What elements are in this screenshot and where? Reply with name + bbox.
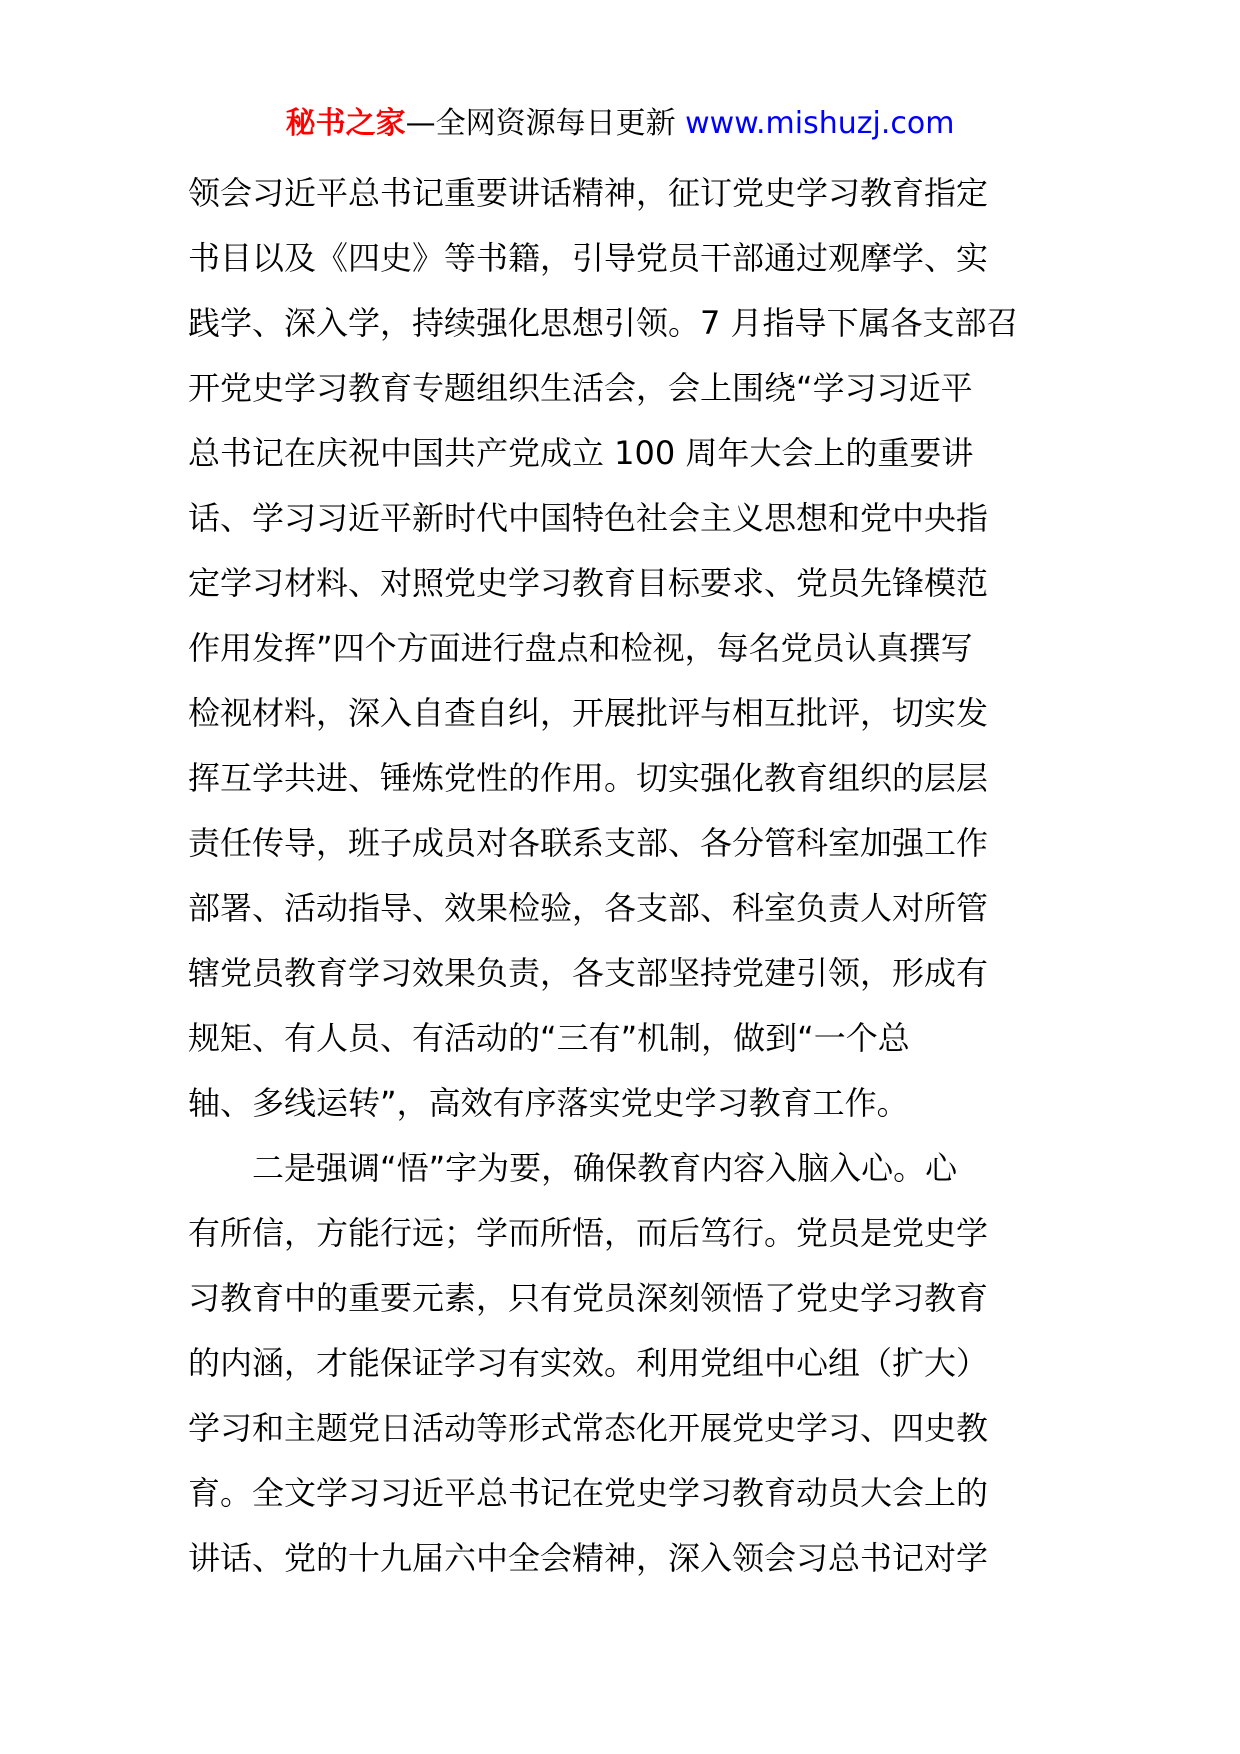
text-line: 有所信，方能行远；学而所悟，而后笃行。党员是党史学 (188, 1214, 989, 1252)
website-link[interactable]: www.mishuzj.com (685, 106, 955, 141)
text-line: 作用发挥”四个方面进行盘点和检视，每名党员认真撰写 (188, 629, 973, 667)
text-line: 学习和主题党日活动等形式常态化开展党史学习、四史教 (188, 1409, 989, 1447)
text-line: 的内涵，才能保证学习有实效。利用党组中心组（扩大） (188, 1344, 989, 1382)
text-line: 轴、多线运转”，高效有序落实党史学习教育工作。 (188, 1084, 909, 1122)
text-line: 规矩、有人员、有活动的“三有”机制，做到“一个总 (188, 1019, 910, 1057)
text-line: 责任传导，班子成员对各联系支部、各分管科室加强工作 (188, 824, 989, 862)
text-line: 部署、活动指导、效果检验，各支部、科室负责人对所管 (188, 889, 989, 927)
text-line: 习教育中的重要元素，只有党员深刻领悟了党史学习教育 (188, 1279, 989, 1317)
text-line: 育。全文学习习近平总书记在党史学习教育动员大会上的 (188, 1474, 989, 1512)
body-text (188, 161, 1058, 1591)
text-line: 定学习材料、对照党史学习教育目标要求、党员先锋模范 (188, 564, 989, 602)
text-line: 总书记在庆祝中国共产党成立 100 周年大会上的重要讲 (188, 434, 974, 472)
text-line: 话、学习习近平新时代中国特色社会主义思想和党中央指 (188, 499, 989, 537)
text-line: 践学、深入学，持续强化思想引领。7 月指导下属各支部召 (188, 304, 1019, 342)
text-line: 书目以及《四史》等书籍，引导党员干部通过观摩学、实 (188, 239, 989, 277)
text-line: 检视材料，深入自查自纠，开展批评与相互批评，切实发 (188, 694, 989, 732)
text-line: 讲话、党的十九届六中全会精神，深入领会习总书记对学 (188, 1539, 989, 1577)
text-line: 挥互学共进、锤炼党性的作用。切实强化教育组织的层层 (188, 759, 989, 797)
paragraph-start-line: 二是强调“悟”字为要，确保教育内容入脑入心。心 (252, 1149, 958, 1187)
header-slogan: —全网资源每日更新 (405, 106, 686, 141)
brand-name: 秘书之家 (285, 106, 406, 141)
text-line: 领会习近平总书记重要讲话精神，征订党史学习教育指定 (188, 174, 989, 212)
text-line: 开党史学习教育专题组织生活会，会上围绕“学习习近平 (188, 369, 973, 407)
watermark-header (0, 104, 1240, 144)
text-line: 辖党员教育学习效果负责，各支部坚持党建引领，形成有 (188, 954, 989, 992)
